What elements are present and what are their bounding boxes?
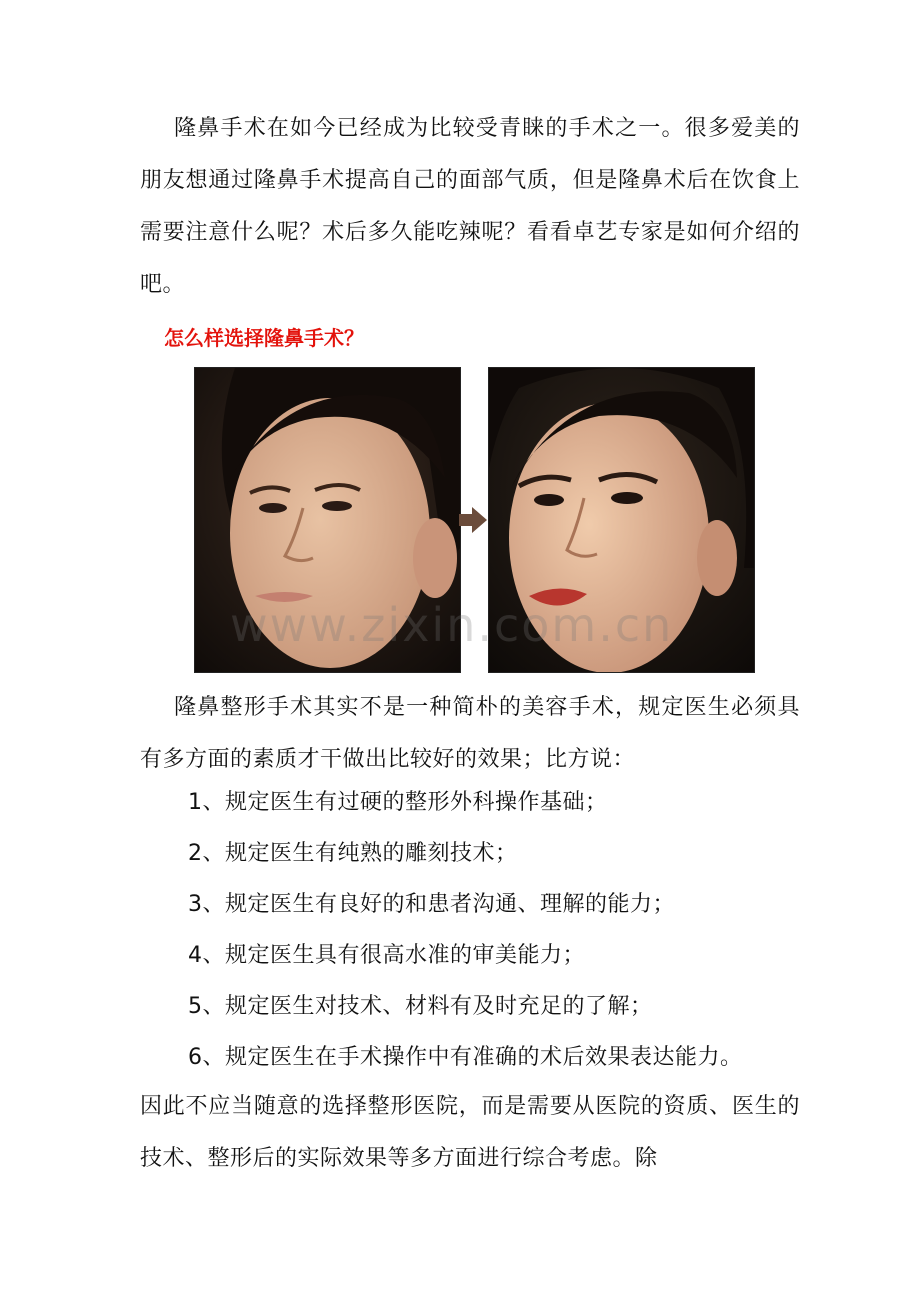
list-item: 3、规定医生有良好的和患者沟通、理解的能力； — [188, 892, 676, 917]
arrow-right-icon — [459, 507, 487, 533]
list-item: 5、规定医生对技术、材料有及时充足的了解； — [188, 994, 653, 1019]
list-item: 1、规定医生有过硬的整形外科操作基础； — [188, 790, 608, 815]
list-item: 6、规定医生在手术操作中有准确的术后效果表达能力。 — [188, 1045, 743, 1070]
list-item: 2、规定医生有纯熟的雕刻技术； — [188, 841, 518, 866]
conclusion-paragraph: 因此不应当随意的选择整形医院，而是需要从医院的资质、医生的技术、整形后的实际效果等多方面进行综合考虑。除 — [140, 1094, 800, 1171]
intro-paragraph: 隆鼻手术在如今已经成为比较受青睐的手术之一。很多爱美的朋友想通过隆鼻手术提高自己的面部气质，但是隆鼻术后在饮食上需要注意什么呢？术后多久能吃辣呢？看看卓艺专家是如何介绍的吧。 — [140, 116, 800, 297]
body-paragraph: 隆鼻整形手术其实不是一种简朴的美容手术，规定医生必须具有多方面的素质才干做出比较好的效果；比方说： — [140, 695, 800, 772]
watermark: www.zixin.com.cn — [230, 598, 674, 652]
list-item: 4、规定医生具有很高水准的审美能力； — [188, 943, 586, 968]
section-heading: 怎么样选择隆鼻手术？ — [164, 326, 364, 350]
